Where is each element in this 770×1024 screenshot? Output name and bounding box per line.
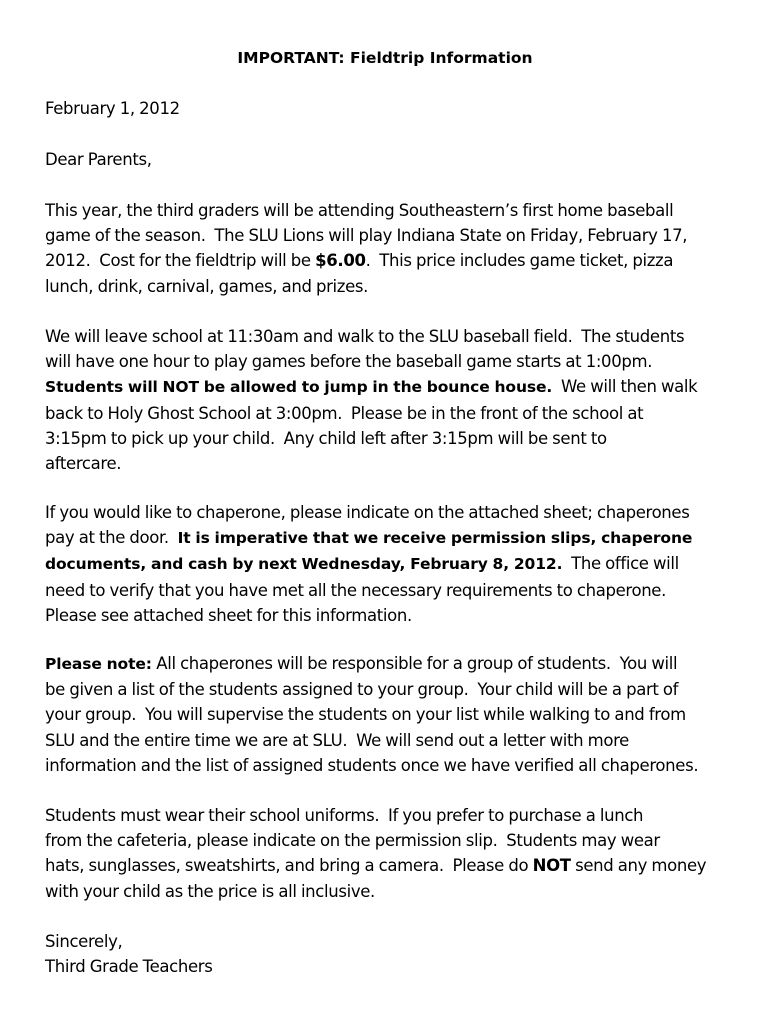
paragraph-chaperone	[45, 500, 735, 628]
please-note-label: Please note:	[45, 655, 152, 673]
text-line	[45, 853, 735, 878]
text-line: aftercare.	[45, 454, 122, 474]
text-line: with your child as the price is all inclusive.	[45, 881, 375, 901]
text-line: need to verify that you have met all the necessary requirements to chaperone.	[45, 580, 667, 600]
not-emphasis: NOT	[532, 856, 571, 876]
date-text: February 1, 2012	[45, 99, 180, 118]
text-line	[45, 551, 735, 577]
salutation	[45, 147, 735, 172]
text-line: be given a list of the students assigned to your group. Your child will be a part of	[45, 680, 679, 700]
paragraph-note	[45, 651, 735, 778]
text-line: 3:15pm to pick up your child. Any child left after 3:15pm will be sent to	[45, 428, 607, 448]
paragraph-cost	[45, 198, 735, 299]
letter-title: IMPORTANT: Fieldtrip Information	[237, 49, 533, 67]
text-segment: The office will	[562, 554, 679, 574]
closing	[45, 929, 735, 979]
price-text: $6.00	[315, 251, 366, 271]
text-line: information and the list of assigned students once we have verified all chaperones.	[45, 755, 699, 775]
salutation-text: Dear Parents,	[45, 150, 152, 169]
text-line	[45, 248, 735, 273]
text-line: game of the season. The SLU Lions will play Indiana State on Friday, February 17,	[45, 226, 688, 246]
text-line: will have one hour to play games before the baseball game starts at 1:00pm.	[45, 352, 653, 372]
signature-text: Third Grade Teachers	[45, 957, 213, 977]
text-line: your group. You will supervise the students on your list while walking to and from	[45, 705, 686, 725]
text-line: Please see attached sheet for this information.	[45, 605, 412, 625]
bounce-house-warning: Students will NOT be allowed to jump in the bounce house.	[45, 378, 553, 397]
text-line	[45, 525, 735, 551]
text-line: back to Holy Ghost School at 3:00pm. Please be in the front of the school at	[45, 403, 644, 423]
text-line: from the cafeteria, please indicate on the permission slip. Students may wear	[45, 831, 660, 851]
text-segment: We will then walk	[552, 377, 698, 397]
deadline-notice: It is imperative that we receive permission slips, chaperone	[177, 529, 693, 548]
deadline-notice: documents, and cash by next Wednesday, February 8, 2012.	[45, 555, 563, 574]
text-segment: send any money	[570, 856, 707, 876]
text-segment: hats, sunglasses, sweatshirts, and bring a camera. Please do	[45, 856, 533, 876]
text-segment: 2012. Cost for the fieldtrip will be	[45, 251, 316, 271]
paragraph-uniforms	[45, 803, 735, 904]
text-line: This year, the third graders will be attending Southeastern’s first home baseball	[45, 201, 674, 220]
text-line: lunch, drink, carnival, games, and prizes.	[45, 276, 369, 296]
closing-text: Sincerely,	[45, 932, 123, 951]
text-line: Students must wear their school uniforms. If you prefer to purchase a lunch	[45, 806, 644, 825]
text-segment: All chaperones will be responsible for a group of students. You will	[151, 654, 678, 673]
text-line	[45, 374, 735, 400]
letter-date	[45, 96, 735, 121]
text-line: SLU and the entire time we are at SLU. We will send out a letter with more	[45, 730, 629, 750]
text-line: If you would like to chaperone, please indicate on the attached sheet; chaperones	[45, 503, 690, 522]
text-segment: . This price includes game ticket, pizza	[365, 251, 674, 271]
text-segment: pay at the door.	[45, 528, 178, 548]
text-line	[45, 651, 735, 677]
text-line: We will leave school at 11:30am and walk to the SLU baseball field. The students	[45, 327, 685, 346]
paragraph-schedule	[45, 324, 735, 476]
